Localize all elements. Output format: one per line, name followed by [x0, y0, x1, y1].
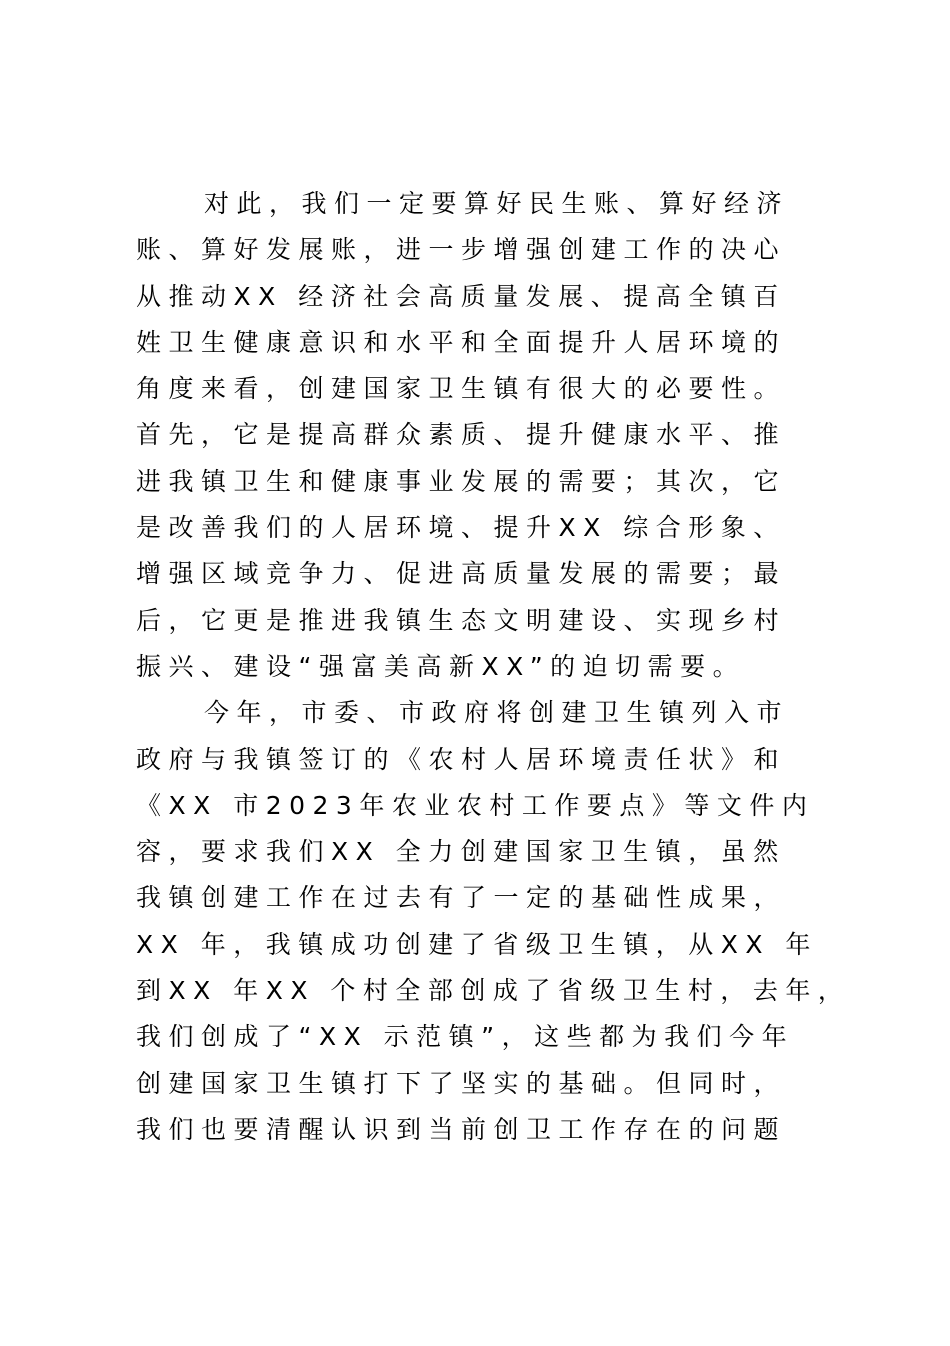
paragraph-2-line-2: 政府与我镇签订的《农村人居环境责任状》和 [136, 744, 787, 774]
paragraph-1-line-5: 角度来看，创建国家卫生镇有很大的必要性。 [136, 374, 787, 404]
paragraph-2-line-9: 创建国家卫生镇打下了坚实的基础。但同时， [136, 1068, 787, 1098]
paragraph-1-line-3: 从推动XX 经济社会高质量发展、提高全镇百 [136, 281, 786, 311]
paragraph-1-line-2: 账、算好发展账，进一步增强创建工作的决心 [136, 235, 787, 265]
paragraph-1-line-10: 后，它更是推进我镇生态文明建设、实现乡村 [136, 605, 787, 635]
paragraph-2-line-5: 我镇创建工作在过去有了一定的基础性成果， [136, 883, 787, 913]
paragraph-1-line-4: 姓卫生健康意识和水平和全面提升人居环境的 [136, 327, 787, 357]
paragraph-2-line-1: 今年，市委、市政府将创建卫生镇列入市 [204, 698, 790, 728]
body-text [136, 181, 851, 1153]
paragraph-1-line-1: 对此，我们一定要算好民生账、算好经济 [204, 189, 790, 218]
paragraph-1-line-9: 增强区域竞争力、促进高质量发展的需要；最 [136, 559, 787, 589]
paragraph-1-line-7: 进我镇卫生和健康事业发展的需要；其次，它 [136, 466, 787, 496]
paragraph-2-line-7: 到XX 年XX 个村全部创成了省级卫生村，去年， [136, 976, 851, 1006]
paragraph-2-line-3: 《XX 市2023年农业农村工作要点》等文件内 [136, 790, 815, 820]
paragraph-1-line-8: 是改善我们的人居环境、提升XX 综合形象、 [136, 513, 786, 543]
paragraph-1-line-6: 首先，它是提高群众素质、提升健康水平、推 [136, 420, 787, 450]
paragraph-2-line-6: XX 年，我镇成功创建了省级卫生镇，从XX 年 [136, 929, 818, 959]
paragraph-1-line-11: 振兴、建设“强富美高新XX”的迫切需要。 [136, 651, 746, 681]
paragraph-2-line-10: 我们也要清醒认识到当前创卫工作存在的问题 [136, 1114, 787, 1144]
paragraph-2-line-4: 容，要求我们XX 全力创建国家卫生镇，虽然 [136, 837, 786, 867]
paragraph-2-line-8: 我们创成了“XX 示范镇”，这些都为我们今年 [136, 1022, 795, 1052]
